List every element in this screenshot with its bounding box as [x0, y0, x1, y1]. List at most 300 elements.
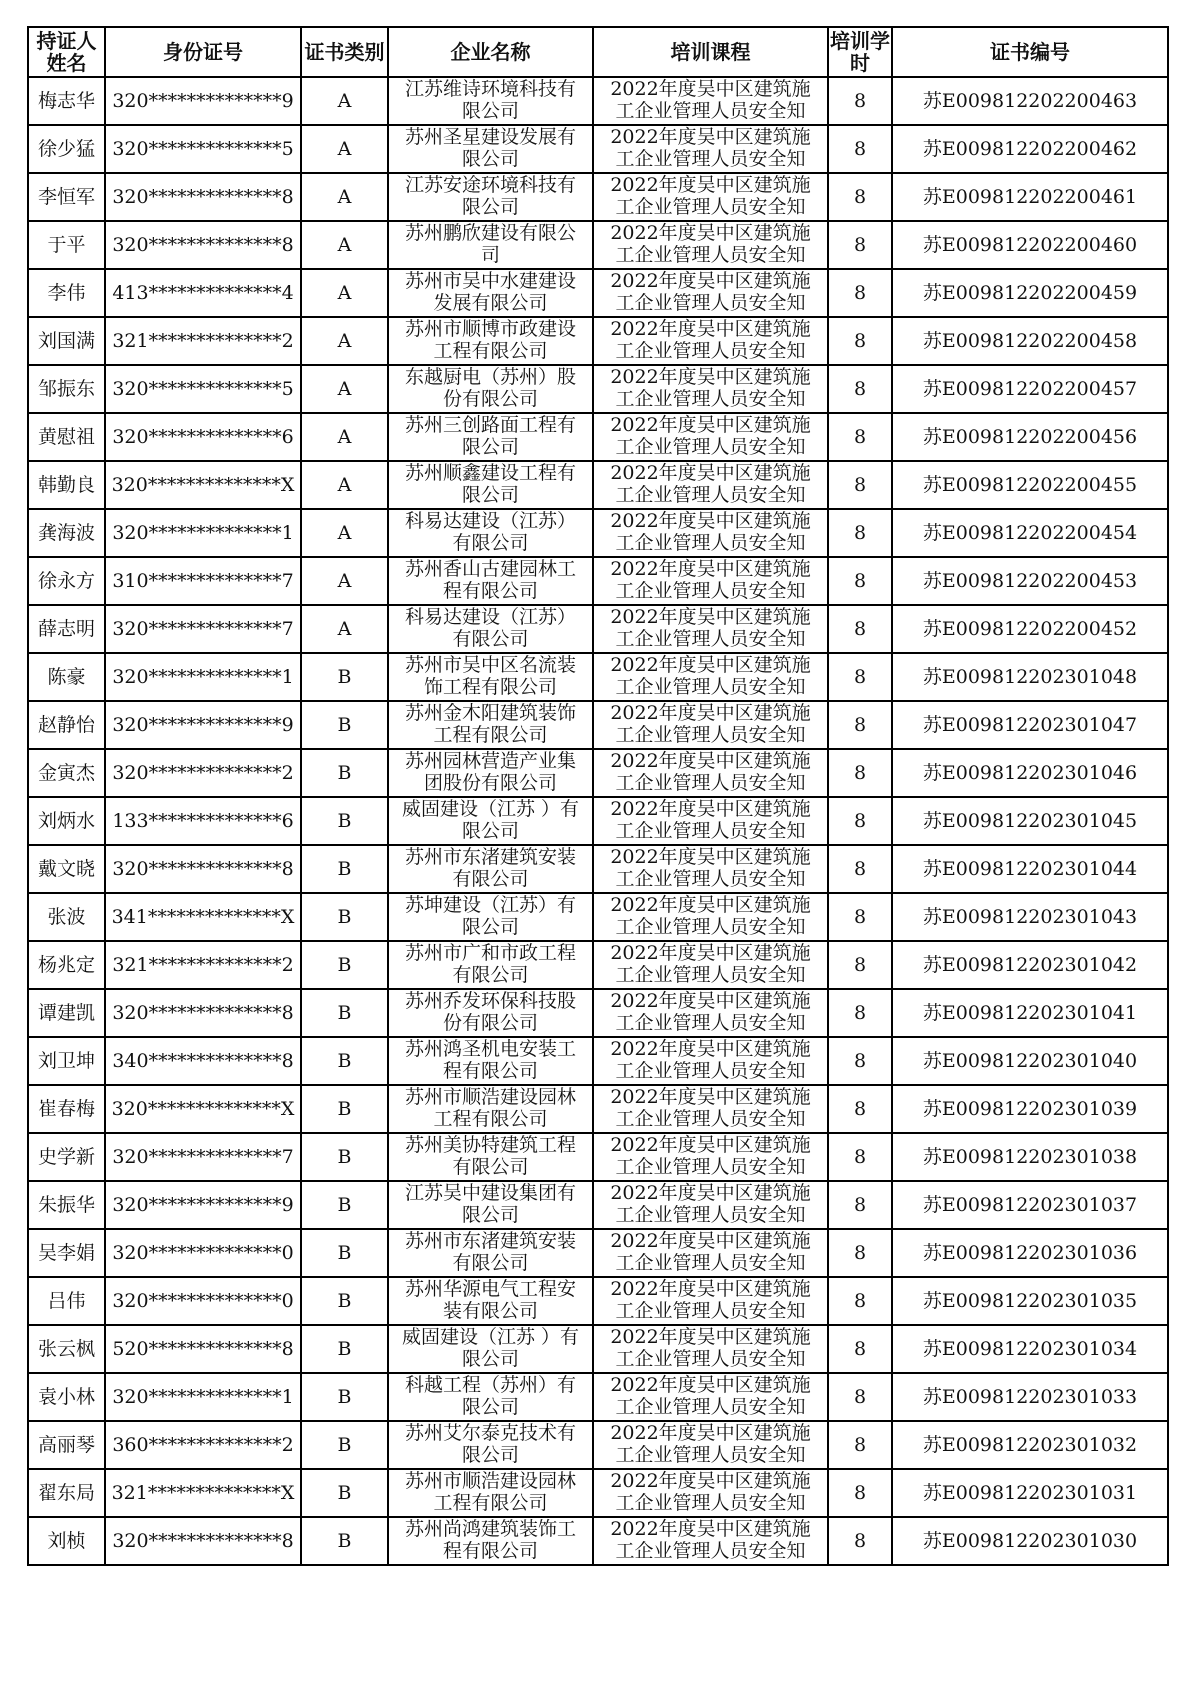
- company-name-cell-line: 苏州圣星建设发展有: [404, 126, 576, 148]
- training-course-cell: [593, 461, 828, 509]
- training-course-cell-line: 2022年度吴中区建筑施: [610, 270, 811, 292]
- certificate-category-cell: A: [301, 221, 388, 269]
- company-name-cell: [388, 1373, 593, 1421]
- training-hours-cell: 8: [828, 221, 892, 269]
- company-name-cell: [388, 1133, 593, 1181]
- table-row: [28, 989, 1168, 1037]
- training-course-cell: [593, 269, 828, 317]
- table-header-row: [28, 27, 1168, 77]
- holder-name-cell: 龚海波: [28, 509, 105, 557]
- training-hours-cell: 8: [828, 797, 892, 845]
- training-course-cell-lines: [594, 846, 827, 892]
- id-number-cell: 320**************1: [105, 1373, 301, 1421]
- company-name-cell-lines: [389, 1422, 592, 1468]
- certificate-category-cell: B: [301, 1037, 388, 1085]
- company-name-cell-line: 苏州市吴中水建建设: [404, 270, 576, 292]
- company-name-cell-line: 有限公司: [452, 628, 529, 650]
- certificate-number-cell: 苏E009812202200459: [892, 269, 1168, 317]
- training-course-cell-line: 工企业管理人员安全知: [615, 532, 806, 554]
- certificate-category-cell: A: [301, 77, 388, 125]
- training-course-cell-line: 工企业管理人员安全知: [615, 964, 806, 986]
- training-hours-cell: 8: [828, 893, 892, 941]
- training-course-cell-lines: [594, 750, 827, 796]
- training-course-cell-lines: [594, 654, 827, 700]
- header-certificate-category: 证书类别: [301, 27, 388, 77]
- holder-name-cell: 袁小林: [28, 1373, 105, 1421]
- company-name-cell: [388, 269, 593, 317]
- training-course-cell-line: 2022年度吴中区建筑施: [610, 1038, 811, 1060]
- certificate-category-cell: B: [301, 1469, 388, 1517]
- id-number-cell: 320**************9: [105, 701, 301, 749]
- holder-name-cell: 赵静怡: [28, 701, 105, 749]
- company-name-cell-lines: [389, 606, 592, 652]
- company-name-cell-line: 发展有限公司: [433, 292, 548, 314]
- company-name-cell-line: 苏州市东渚建筑安装: [404, 1230, 576, 1252]
- table-row: [28, 125, 1168, 173]
- company-name-cell-line: 有限公司: [452, 532, 529, 554]
- company-name-cell-line: 份有限公司: [442, 1012, 538, 1034]
- holder-name-cell: 韩勤良: [28, 461, 105, 509]
- certificate-number-cell: 苏E009812202301032: [892, 1421, 1168, 1469]
- id-number-cell: 320**************X: [105, 461, 301, 509]
- id-number-cell: 320**************8: [105, 989, 301, 1037]
- certificate-category-cell: B: [301, 1421, 388, 1469]
- company-name-cell-line: 苏州鸿圣机电安装工: [404, 1038, 576, 1060]
- training-course-cell-line: 工企业管理人员安全知: [615, 1492, 806, 1514]
- company-name-cell: [388, 605, 593, 653]
- training-course-cell-lines: [594, 1518, 827, 1564]
- company-name-cell: [388, 1469, 593, 1517]
- training-hours-cell: 8: [828, 173, 892, 221]
- company-name-cell-line: 司: [480, 244, 500, 266]
- certificate-category-cell: B: [301, 1229, 388, 1277]
- company-name-cell-lines: [389, 942, 592, 988]
- holder-name-cell: 高丽琴: [28, 1421, 105, 1469]
- training-course-cell-lines: [594, 894, 827, 940]
- id-number-cell: 320**************8: [105, 173, 301, 221]
- table-row: [28, 317, 1168, 365]
- company-name-cell: [388, 317, 593, 365]
- training-course-cell-lines: [594, 270, 827, 316]
- id-number-cell: 341**************X: [105, 893, 301, 941]
- table-row: [28, 941, 1168, 989]
- company-name-cell-line: 限公司: [461, 916, 519, 938]
- table-row: [28, 1085, 1168, 1133]
- company-name-cell: [388, 557, 593, 605]
- training-course-cell: [593, 749, 828, 797]
- certificate-number-cell: 苏E009812202301046: [892, 749, 1168, 797]
- training-course-cell: [593, 1277, 828, 1325]
- training-course-cell: [593, 893, 828, 941]
- company-name-cell-line: 苏州市广和市政工程: [404, 942, 576, 964]
- company-name-cell-lines: [389, 750, 592, 796]
- company-name-cell-line: 限公司: [461, 484, 519, 506]
- company-name-cell-line: 苏州市顺浩建设园林: [404, 1086, 576, 1108]
- holder-name-cell: 戴文晓: [28, 845, 105, 893]
- company-name-cell-lines: [389, 1134, 592, 1180]
- company-name-cell: [388, 1325, 593, 1373]
- training-hours-cell: 8: [828, 1469, 892, 1517]
- company-name-cell-line: 限公司: [461, 1396, 519, 1418]
- training-course-cell-line: 工企业管理人员安全知: [615, 148, 806, 170]
- training-course-cell-line: 2022年度吴中区建筑施: [610, 366, 811, 388]
- company-name-cell: [388, 125, 593, 173]
- certificate-number-cell: 苏E009812202200462: [892, 125, 1168, 173]
- certificate-number-cell: 苏E009812202301045: [892, 797, 1168, 845]
- company-name-cell-line: 工程有限公司: [433, 724, 548, 746]
- id-number-cell: 340**************8: [105, 1037, 301, 1085]
- certificate-number-cell: 苏E009812202301043: [892, 893, 1168, 941]
- training-course-cell-lines: [594, 1134, 827, 1180]
- holder-name-cell: 李恒军: [28, 173, 105, 221]
- training-course-cell-lines: [594, 1374, 827, 1420]
- training-hours-cell: 8: [828, 269, 892, 317]
- company-name-cell-lines: [389, 1278, 592, 1324]
- training-hours-cell: 8: [828, 989, 892, 1037]
- training-hours-cell: 8: [828, 1421, 892, 1469]
- certificate-number-cell: 苏E009812202200458: [892, 317, 1168, 365]
- certificate-category-cell: A: [301, 317, 388, 365]
- training-course-cell-line: 工企业管理人员安全知: [615, 100, 806, 122]
- company-name-cell-line: 苏州艾尔泰克技术有: [404, 1422, 576, 1444]
- certificate-category-cell: A: [301, 125, 388, 173]
- company-name-cell-lines: [389, 174, 592, 220]
- company-name-cell: [388, 365, 593, 413]
- training-course-cell-line: 工企业管理人员安全知: [615, 1252, 806, 1274]
- training-course-cell-line: 工企业管理人员安全知: [615, 1204, 806, 1226]
- certificate-category-cell: A: [301, 365, 388, 413]
- training-hours-cell: 8: [828, 1277, 892, 1325]
- holder-name-cell: 吴李娟: [28, 1229, 105, 1277]
- training-course-cell-line: 工企业管理人员安全知: [615, 628, 806, 650]
- header-holder-name: 持证人姓名: [28, 27, 105, 77]
- training-course-cell-line: 工企业管理人员安全知: [615, 1348, 806, 1370]
- certificate-category-cell: A: [301, 413, 388, 461]
- table-row: [28, 1037, 1168, 1085]
- table-row: [28, 1325, 1168, 1373]
- training-course-cell-lines: [594, 1038, 827, 1084]
- holder-name-cell: 刘炳水: [28, 797, 105, 845]
- certificate-number-cell: 苏E009812202200456: [892, 413, 1168, 461]
- company-name-cell-lines: [389, 702, 592, 748]
- company-name-cell-line: 苏州市顺浩建设园林: [404, 1470, 576, 1492]
- training-course-cell-line: 2022年度吴中区建筑施: [610, 78, 811, 100]
- holder-name-cell: 翟东局: [28, 1469, 105, 1517]
- company-name-cell-line: 团股份有限公司: [423, 772, 557, 794]
- training-course-cell: [593, 1037, 828, 1085]
- certificate-category-cell: B: [301, 797, 388, 845]
- training-course-cell: [593, 557, 828, 605]
- id-number-cell: 320**************8: [105, 1517, 301, 1565]
- training-course-cell-line: 2022年度吴中区建筑施: [610, 126, 811, 148]
- certificate-category-cell: B: [301, 1133, 388, 1181]
- company-name-cell-lines: [389, 126, 592, 172]
- training-course-cell-lines: [594, 462, 827, 508]
- training-course-cell-lines: [594, 1326, 827, 1372]
- training-course-cell-line: 工企业管理人员安全知: [615, 1300, 806, 1322]
- certificate-category-cell: A: [301, 557, 388, 605]
- table-row: [28, 365, 1168, 413]
- training-course-cell-lines: [594, 990, 827, 1036]
- certificate-category-cell: B: [301, 1373, 388, 1421]
- table-row: [28, 893, 1168, 941]
- company-name-cell: [388, 653, 593, 701]
- company-name-cell-line: 苏州三创路面工程有: [404, 414, 576, 436]
- training-course-cell-line: 2022年度吴中区建筑施: [610, 1374, 811, 1396]
- id-number-cell: 320**************1: [105, 653, 301, 701]
- id-number-cell: 321**************2: [105, 941, 301, 989]
- table-row: [28, 1277, 1168, 1325]
- training-course-cell-line: 2022年度吴中区建筑施: [610, 1230, 811, 1252]
- company-name-cell-lines: [389, 1038, 592, 1084]
- certificate-number-cell: 苏E009812202301044: [892, 845, 1168, 893]
- training-course-cell: [593, 797, 828, 845]
- training-hours-cell: 8: [828, 1517, 892, 1565]
- company-name-cell-lines: [389, 1326, 592, 1372]
- training-course-cell: [593, 941, 828, 989]
- holder-name-cell: 张云枫: [28, 1325, 105, 1373]
- training-course-cell-lines: [594, 510, 827, 556]
- training-course-cell: [593, 845, 828, 893]
- certificate-category-cell: B: [301, 1277, 388, 1325]
- training-course-cell-line: 2022年度吴中区建筑施: [610, 990, 811, 1012]
- company-name-cell-line: 有限公司: [452, 868, 529, 890]
- holder-name-cell: 杨兆定: [28, 941, 105, 989]
- training-course-cell-line: 2022年度吴中区建筑施: [610, 798, 811, 820]
- certificate-number-cell: 苏E009812202301048: [892, 653, 1168, 701]
- table-row: [28, 797, 1168, 845]
- training-hours-cell: 8: [828, 1133, 892, 1181]
- training-course-cell-lines: [594, 318, 827, 364]
- certificate-number-cell: 苏E009812202301030: [892, 1517, 1168, 1565]
- training-course-cell-line: 工企业管理人员安全知: [615, 1396, 806, 1418]
- company-name-cell-line: 威固建设（江苏 ）有: [401, 1326, 580, 1348]
- company-name-cell-line: 限公司: [461, 1348, 519, 1370]
- training-course-cell: [593, 173, 828, 221]
- certificate-number-cell: 苏E009812202301037: [892, 1181, 1168, 1229]
- training-course-cell-line: 工企业管理人员安全知: [615, 724, 806, 746]
- company-name-cell-line: 苏州美协特建筑工程: [404, 1134, 576, 1156]
- certificate-category-cell: B: [301, 845, 388, 893]
- company-name-cell-line: 科易达建设（江苏）: [404, 510, 576, 532]
- training-course-cell-line: 2022年度吴中区建筑施: [610, 750, 811, 772]
- certificate-number-cell: 苏E009812202200454: [892, 509, 1168, 557]
- training-course-cell-line: 2022年度吴中区建筑施: [610, 654, 811, 676]
- table-row: [28, 1517, 1168, 1565]
- company-name-cell-line: 有限公司: [452, 964, 529, 986]
- training-hours-cell: 8: [828, 557, 892, 605]
- table-row: [28, 1133, 1168, 1181]
- id-number-cell: 320**************7: [105, 605, 301, 653]
- certificate-category-cell: A: [301, 173, 388, 221]
- training-hours-cell: 8: [828, 509, 892, 557]
- training-course-cell-line: 工企业管理人员安全知: [615, 580, 806, 602]
- holder-name-cell: 李伟: [28, 269, 105, 317]
- training-course-cell: [593, 1373, 828, 1421]
- company-name-cell-line: 苏州尚鸿建筑装饰工: [404, 1518, 576, 1540]
- training-course-cell: [593, 125, 828, 173]
- training-course-cell: [593, 77, 828, 125]
- header-id-number: 身份证号: [105, 27, 301, 77]
- company-name-cell-line: 苏坤建设（江苏）有: [404, 894, 576, 916]
- company-name-cell-lines: [389, 366, 592, 412]
- training-hours-cell: 8: [828, 77, 892, 125]
- company-name-cell-line: 江苏吴中建设集团有: [404, 1182, 576, 1204]
- training-course-cell-lines: [594, 1230, 827, 1276]
- header-company-name: 企业名称: [388, 27, 593, 77]
- certificate-category-cell: A: [301, 269, 388, 317]
- holder-name-cell: 黄慰祖: [28, 413, 105, 461]
- training-course-cell: [593, 1421, 828, 1469]
- training-course-cell-lines: [594, 78, 827, 124]
- training-course-cell-line: 2022年度吴中区建筑施: [610, 1470, 811, 1492]
- header-certificate-number: 证书编号: [892, 27, 1168, 77]
- table-row: [28, 605, 1168, 653]
- training-course-cell-line: 工企业管理人员安全知: [615, 436, 806, 458]
- id-number-cell: 320**************0: [105, 1277, 301, 1325]
- training-course-cell-lines: [594, 366, 827, 412]
- training-hours-cell: 8: [828, 749, 892, 797]
- company-name-cell-lines: [389, 654, 592, 700]
- training-course-cell-line: 2022年度吴中区建筑施: [610, 414, 811, 436]
- company-name-cell: [388, 989, 593, 1037]
- company-name-cell-line: 科越工程（苏州）有: [404, 1374, 576, 1396]
- company-name-cell-lines: [389, 78, 592, 124]
- training-course-cell-line: 2022年度吴中区建筑施: [610, 846, 811, 868]
- table-row: [28, 1421, 1168, 1469]
- training-hours-cell: 8: [828, 605, 892, 653]
- training-course-cell-line: 工企业管理人员安全知: [615, 820, 806, 842]
- training-course-cell-lines: [594, 1182, 827, 1228]
- certificate-number-cell: 苏E009812202301036: [892, 1229, 1168, 1277]
- company-name-cell-line: 苏州市东渚建筑安装: [404, 846, 576, 868]
- training-course-cell-line: 工企业管理人员安全知: [615, 1540, 806, 1562]
- company-name-cell-line: 苏州市顺博市政建设: [404, 318, 576, 340]
- company-name-cell-line: 威固建设（江苏 ）有: [401, 798, 580, 820]
- certificate-category-cell: B: [301, 701, 388, 749]
- training-course-cell-lines: [594, 222, 827, 268]
- training-course-cell: [593, 989, 828, 1037]
- company-name-cell-lines: [389, 846, 592, 892]
- training-hours-cell: 8: [828, 413, 892, 461]
- company-name-cell-line: 东越厨电（苏州）股: [404, 366, 576, 388]
- company-name-cell-line: 科易达建设（江苏）: [404, 606, 576, 628]
- training-course-cell-line: 2022年度吴中区建筑施: [610, 894, 811, 916]
- company-name-cell-lines: [389, 1470, 592, 1516]
- training-course-cell-lines: [594, 1470, 827, 1516]
- company-name-cell-lines: [389, 990, 592, 1036]
- id-number-cell: 320**************0: [105, 1229, 301, 1277]
- company-name-cell-lines: [389, 558, 592, 604]
- training-course-cell-lines: [594, 1278, 827, 1324]
- table-row: [28, 461, 1168, 509]
- certificate-number-cell: 苏E009812202301042: [892, 941, 1168, 989]
- training-course-cell-line: 2022年度吴中区建筑施: [610, 174, 811, 196]
- table-row: [28, 1229, 1168, 1277]
- certificate-number-cell: 苏E009812202301041: [892, 989, 1168, 1037]
- training-course-cell-line: 2022年度吴中区建筑施: [610, 1134, 811, 1156]
- company-name-cell-line: 限公司: [461, 148, 519, 170]
- company-name-cell-line: 有限公司: [452, 1156, 529, 1178]
- company-name-cell-line: 苏州华源电气工程安: [404, 1278, 576, 1300]
- id-number-cell: 320**************7: [105, 1133, 301, 1181]
- id-number-cell: 320**************2: [105, 749, 301, 797]
- company-name-cell-lines: [389, 222, 592, 268]
- holder-name-cell: 金寅杰: [28, 749, 105, 797]
- training-course-cell: [593, 1133, 828, 1181]
- training-course-cell: [593, 653, 828, 701]
- certificate-number-cell: 苏E009812202301039: [892, 1085, 1168, 1133]
- holder-name-cell: 史学新: [28, 1133, 105, 1181]
- certificate-number-cell: 苏E009812202200457: [892, 365, 1168, 413]
- company-name-cell-line: 工程有限公司: [433, 1108, 548, 1130]
- company-name-cell-line: 饰工程有限公司: [423, 676, 557, 698]
- company-name-cell: [388, 701, 593, 749]
- company-name-cell: [388, 77, 593, 125]
- training-course-cell-line: 2022年度吴中区建筑施: [610, 1518, 811, 1540]
- training-hours-cell: 8: [828, 1181, 892, 1229]
- certificate-number-cell: 苏E009812202301031: [892, 1469, 1168, 1517]
- header-training-course: 培训课程: [593, 27, 828, 77]
- certificate-number-cell: 苏E009812202200461: [892, 173, 1168, 221]
- training-course-cell-line: 工企业管理人员安全知: [615, 916, 806, 938]
- training-course-cell-line: 2022年度吴中区建筑施: [610, 510, 811, 532]
- training-course-cell-lines: [594, 1086, 827, 1132]
- certificate-category-cell: B: [301, 1517, 388, 1565]
- company-name-cell-line: 限公司: [461, 100, 519, 122]
- certificate-number-cell: 苏E009812202301034: [892, 1325, 1168, 1373]
- company-name-cell-lines: [389, 270, 592, 316]
- company-name-cell: [388, 797, 593, 845]
- training-course-cell-line: 工企业管理人员安全知: [615, 1444, 806, 1466]
- training-course-cell-line: 工企业管理人员安全知: [615, 1108, 806, 1130]
- holder-name-cell: 陈豪: [28, 653, 105, 701]
- training-hours-cell: 8: [828, 1373, 892, 1421]
- training-hours-cell: 8: [828, 845, 892, 893]
- company-name-cell-line: 苏州园林营造产业集: [404, 750, 576, 772]
- training-course-cell-line: 2022年度吴中区建筑施: [610, 942, 811, 964]
- company-name-cell-line: 限公司: [461, 1204, 519, 1226]
- holder-name-cell: 梅志华: [28, 77, 105, 125]
- company-name-cell-lines: [389, 318, 592, 364]
- training-hours-cell: 8: [828, 1229, 892, 1277]
- training-hours-cell: 8: [828, 941, 892, 989]
- company-name-cell-lines: [389, 1518, 592, 1564]
- training-course-cell-line: 工企业管理人员安全知: [615, 868, 806, 890]
- holder-name-cell: 徐永方: [28, 557, 105, 605]
- training-course-cell-line: 工企业管理人员安全知: [615, 772, 806, 794]
- company-name-cell-lines: [389, 894, 592, 940]
- training-hours-cell: 8: [828, 461, 892, 509]
- training-course-cell: [593, 1181, 828, 1229]
- table-row: [28, 509, 1168, 557]
- header-training-hours: 培训学时: [830, 29, 890, 75]
- training-course-cell: [593, 1325, 828, 1373]
- company-name-cell: [388, 413, 593, 461]
- company-name-cell: [388, 1517, 593, 1565]
- company-name-cell-line: 有限公司: [452, 1252, 529, 1274]
- training-course-cell: [593, 605, 828, 653]
- table-row: [28, 173, 1168, 221]
- training-hours-cell: 8: [828, 701, 892, 749]
- training-course-cell: [593, 1469, 828, 1517]
- training-course-cell-lines: [594, 798, 827, 844]
- company-name-cell: [388, 1421, 593, 1469]
- id-number-cell: 520**************8: [105, 1325, 301, 1373]
- training-course-cell: [593, 365, 828, 413]
- company-name-cell-line: 份有限公司: [442, 388, 538, 410]
- table-row: [28, 413, 1168, 461]
